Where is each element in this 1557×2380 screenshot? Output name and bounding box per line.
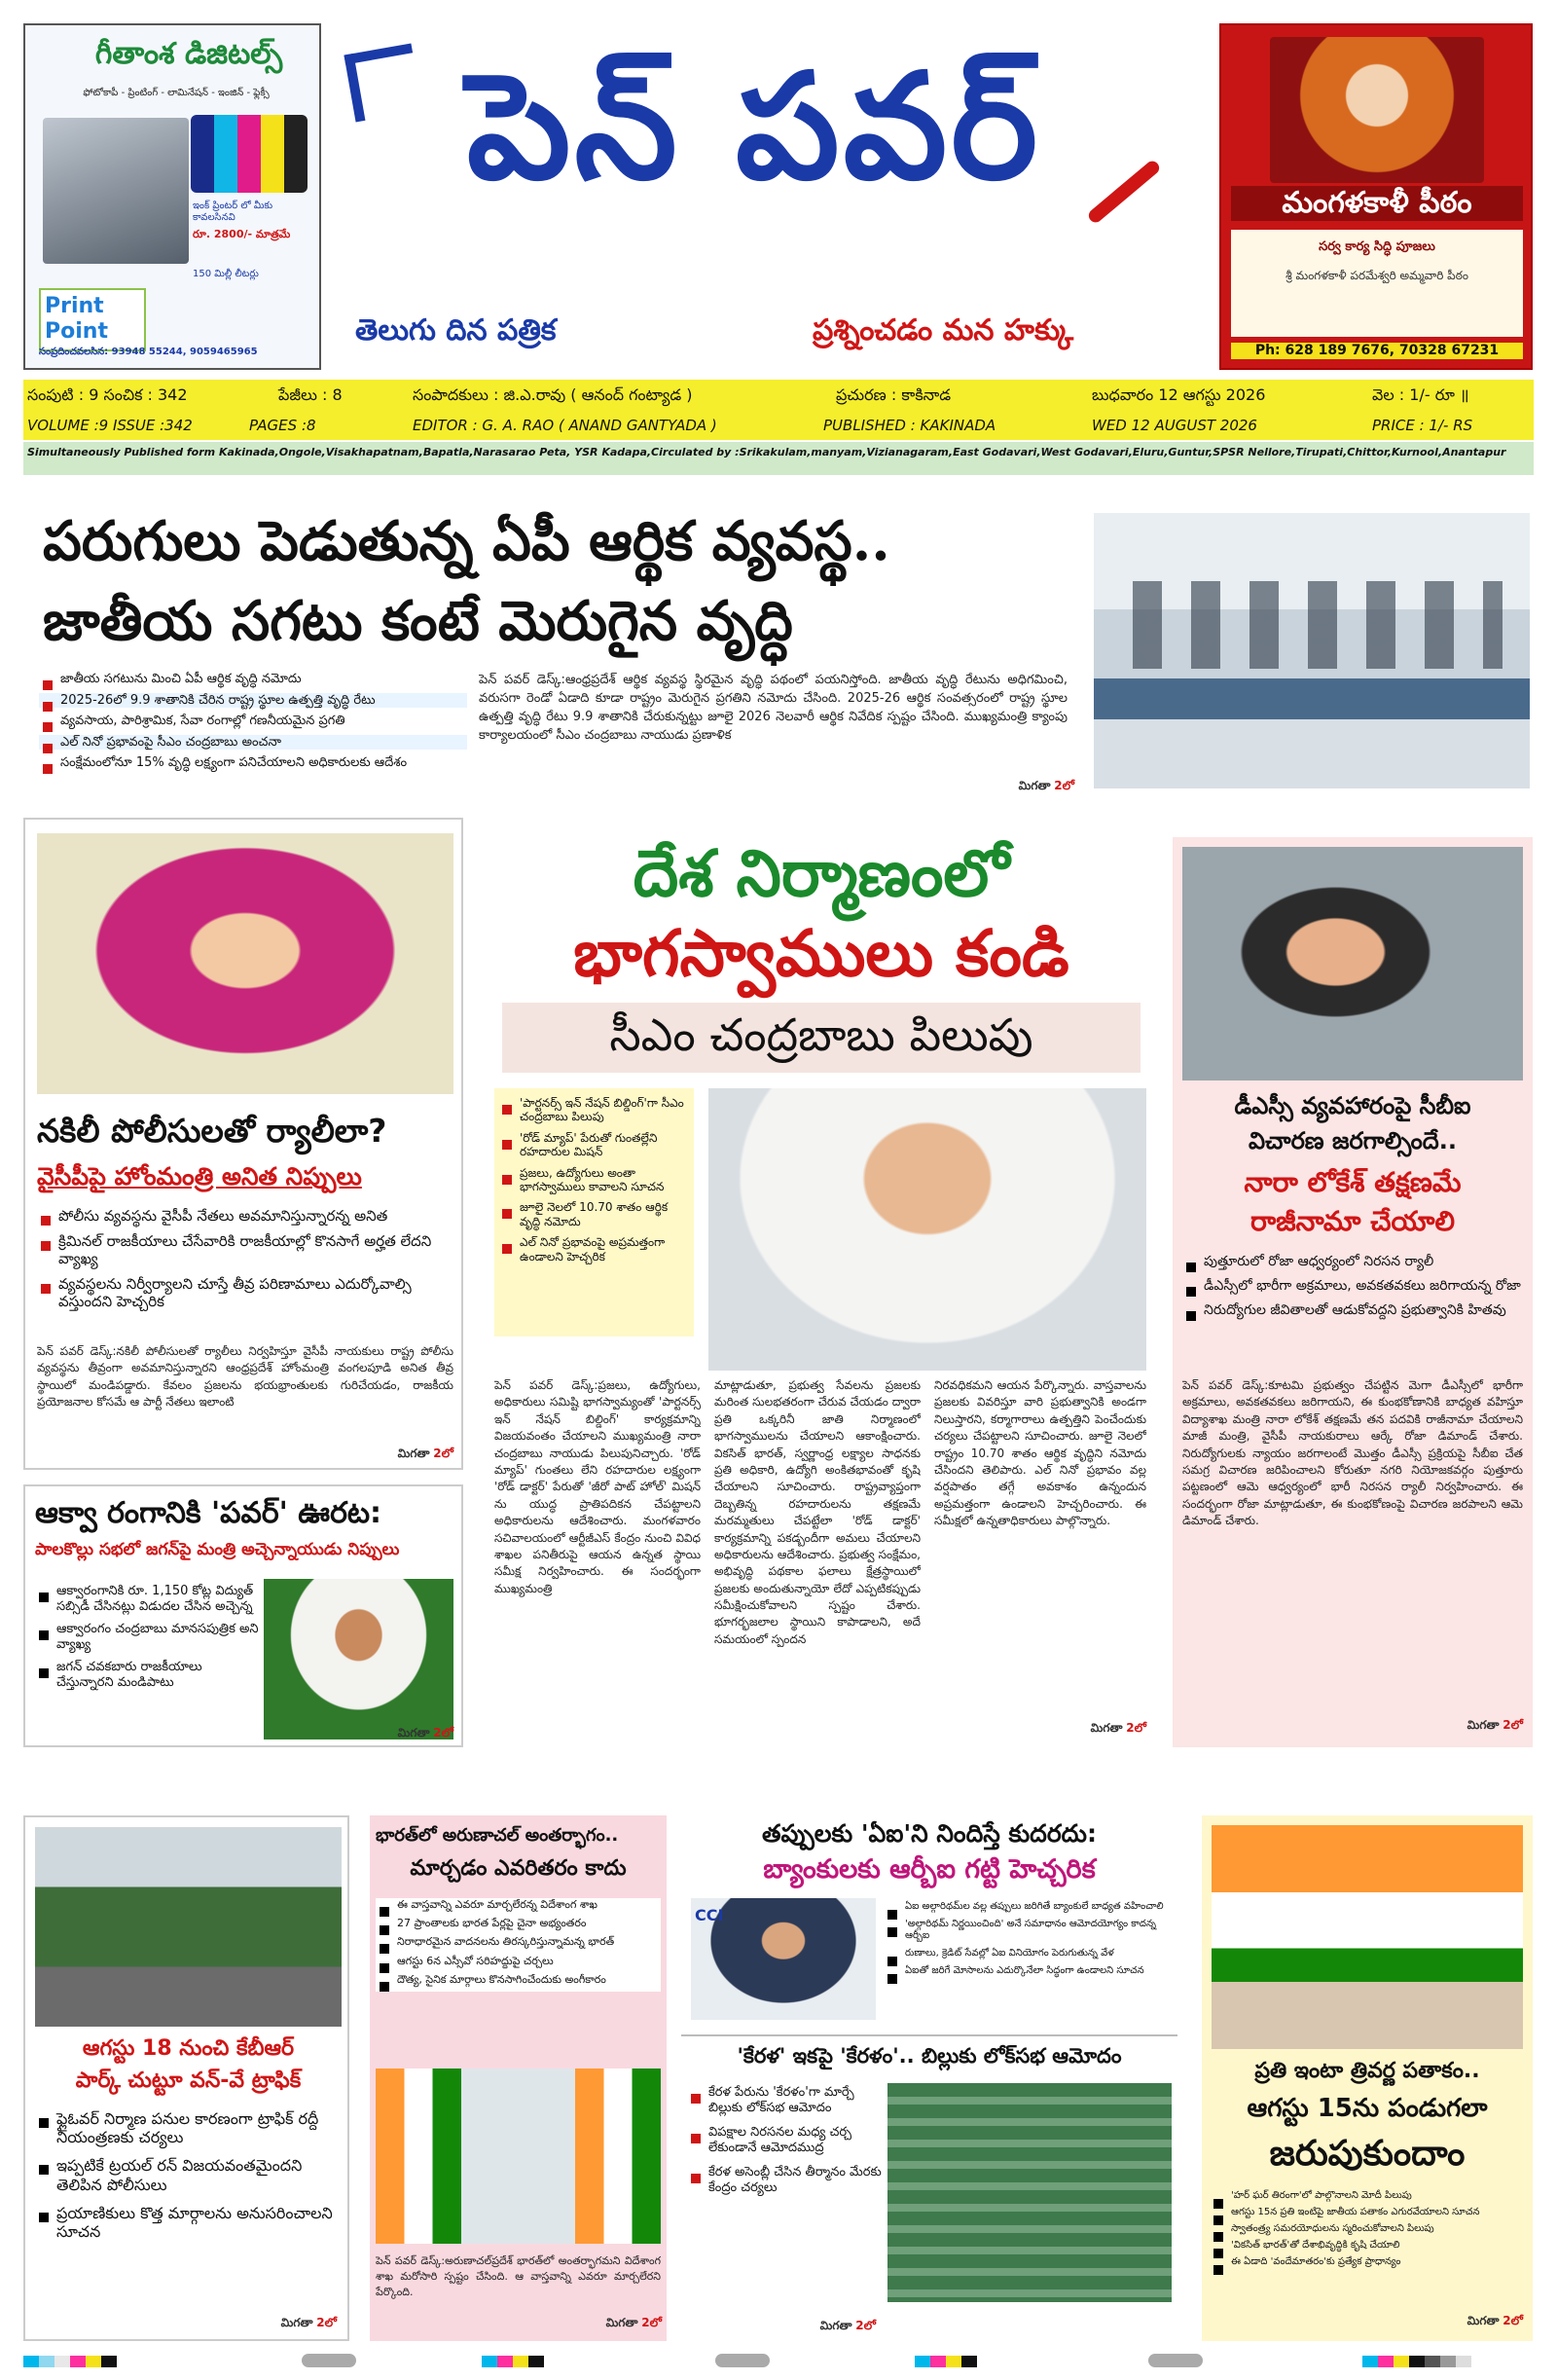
- anitha-photo: [37, 833, 453, 1094]
- lead-body: పెన్ పవర్ డెస్క్:ఆంధ్రప్రదేశ్ ఆర్థిక వ్యవస్థ స్థిరమైన వృద్ధి పథంలో పయనిస్తోంది. జాతీయ వృద్ధి రేటును అధిగమించి, వరుసగా రెండో ఏడాది కూడా రాష్ట్రం మెరుగైన ప్రగతిని నమోదు చేసింది. 2025-26 ఆర్థిక సంవత్సరంలో రాష్ట్ర స్థూల ఉత్పత్తి వృద్ధి రేటు 9.9 శాతానికి చేరుకున్నట్టు జూలై 2026 నెలవారీ ఆర్థిక నివేదిక స్పష్టం చేసింది. ముఖ్యమంత్రి క్యాంపు కార్యాలయంలో సీఎం చంద్రబాబు నాయుడు ప్రణాళిక: [479, 673, 1068, 743]
- achanna-bullet: ఆక్వారంగానికి రూ. 1,150 కోట్ల విద్యుత్ సబ్సిడీ చేసినట్లు విడుదల చేసిన అచ్చెన్న: [35, 1584, 259, 1614]
- ad-right-info: [1231, 230, 1523, 337]
- lead-headline-1: పరుగులు పెడుతున్న ఏపీ ఆర్థిక వ్యవస్థ..: [43, 509, 890, 573]
- lead-continued: మిగతా 2లో: [1018, 779, 1074, 792]
- cci-logo: CCI: [695, 1906, 724, 1924]
- center-bullet: ఎల్ నినో ప్రభావంపై అప్రమత్తంగా ఉండాలని హెచ్చరిక: [498, 1235, 690, 1263]
- ad-line1: ఇంక్ ప్రింటర్ లో మీకు కావలసినవి: [193, 201, 273, 223]
- price-en: PRICE : 1/- RS: [1372, 417, 1473, 434]
- roja-headline-2: విచారణ జరగాల్సిందే..: [1249, 1127, 1457, 1154]
- tiranga-bullet: 'హర్ ఘర్ తిరంగా'లో పాల్గొనాలని మోదీ పిలుపు: [1210, 2190, 1527, 2202]
- roja-continued: మిగతా 2లో: [1466, 1718, 1523, 1732]
- price-te: వెల : 1/- రూ ॥: [1372, 385, 1469, 404]
- tiranga-bullet: ఈ ఏడాది 'వందేమాతరం'కు ప్రత్యేక ప్రాధాన్యం: [1210, 2256, 1527, 2268]
- arunachal-story: [370, 1815, 667, 2341]
- achanna-subhead: పాలకొల్లు సభలో జగన్‌పై మంత్రి అచ్చెన్నాయుడు నిప్పులు: [35, 1540, 400, 1559]
- kerala-headline: 'కేరళ' ఇకపై 'కేరళం'.. బిల్లుకు లోక్‌సభ ఆమోదం: [737, 2044, 1122, 2068]
- roja-headline-1: డీఎస్సీ వ్యవహారంపై సీబీఐ: [1234, 1092, 1471, 1119]
- anitha-bullet: క్రిమినల్ రాజకీయాలు చేసేవారికి రాజకీయాల్లో కొనసాగే అర్హత లేదని వ్యాఖ్య: [37, 1232, 455, 1267]
- rbi-headline-2: బ్యాంకులకు ఆర్బీఐ గట్టి హెచ్చరిక: [763, 1854, 1096, 1885]
- lead-bullet: సంక్షేమంలోనూ 15% వృద్ధి లక్ష్యంగా పనిచేయాలని అధికారులకు ఆదేశం: [39, 755, 467, 771]
- lead-bullet: ఎల్ నినో ప్రభావంపై సీఎం చంద్రబాబు అంచనా: [39, 735, 467, 751]
- tiranga-bullet: 'వికసిత్ భారత్'తో దేశాభివృద్ధికి కృషి చేయాలి: [1210, 2240, 1527, 2252]
- arunachal-bullet: ఆగస్టు 6న ఎస్సీవో సరిహద్దుపై చర్చలు: [376, 1955, 661, 1967]
- rbi-governor-photo: [691, 1898, 876, 2020]
- ad-sub: ఫోటోకాపీ - ప్రింటింగ్ - లామినేషన్ - ఇంజిన్ - ఫ్లెక్సీ: [83, 88, 270, 98]
- right-advertisement[interactable]: [1219, 23, 1533, 370]
- published-te: ప్రచురణ : కాకినాడ: [836, 385, 952, 404]
- volume-issue-en: VOLUME :9 ISSUE :342: [27, 417, 193, 434]
- tagline-right: ప్రశ్నించడం మన హక్కు: [813, 313, 1074, 348]
- chandrababu-photo: [708, 1088, 1146, 1371]
- arunachal-headline-2: మార్చడం ఎవరితరం కాదు: [410, 1856, 627, 1881]
- ad-right-title: మంగళకాళీ పీఠం: [1231, 186, 1523, 221]
- center-story: [475, 818, 1168, 1747]
- ad-contact: సంప్రదించవలసిన: 93948 55244, 9059465965: [39, 347, 258, 357]
- kerala-bullet: కేరళ అసెంబ్లీ చేసిన తీర్మానం మేరకు కేంద్రం చర్యలు: [687, 2165, 882, 2195]
- registration-mark: [302, 2354, 356, 2367]
- tiranga-headline-3: జరుపుకుందాం: [1269, 2134, 1466, 2174]
- arunachal-body: పెన్ పవర్ డెస్క్:అరుణాచల్‌ప్రదేశ్ భారత్‌లో అంతర్భాగమని విదేశాంగ శాఖ మరోసారి స్పష్టం చేసింది. ఆ వాస్తవాన్ని ఎవరూ మార్చలేరని పేర్కొంది.: [376, 2254, 661, 2298]
- rbi-headline-1: తప్పులకు 'ఏఐ'ని నిందిస్తే కుదరదు:: [762, 1819, 1097, 1848]
- left-advertisement[interactable]: [23, 23, 321, 370]
- tagline-left: తెలుగు దిన పత్రిక: [355, 313, 557, 348]
- rbi-bullet: 'అల్గారిథమ్ నిర్ణయించింది' అనే సమాధానం ఆమోదయోగ్యం కాదన్న ఆర్బీఐ: [884, 1919, 1176, 1942]
- center-col-1: పెన్ పవర్ డెస్క్:ప్రజలు, ఉద్యోగులు, అధికారులు సమిష్టి భాగస్వామ్యంతో 'పార్టనర్స్ ఇన్ నేషన్ బిల్డింగ్' కార్యక్రమాన్ని విజయవంతం చేయాలని ముఖ్యమంత్రి నారా చంద్రబాబు నాయుడు పిలుపునిచ్చారు. 'రోడ్ మ్యాప్' గుంతలు లేని రహదారుల లక్ష్యంగా 'రోడ్ డాక్టర్' పేరుతో 'జీరో పాట్ హోల్' మిషన్ ను యుద్ధ ప్రాతిపదికన చేపట్టాలని అధికారులను ఆదేశించారు. మంగళవారం సచివాలయంలో ఆర్టీజీఎస్ కేంద్రం నుంచి వివిధ శాఖల పనితీరుపై ఆయన ఉన్నత స్థాయి సమీక్ష నిర్వహించారు. ఈ సందర్భంగా ముఖ్యమంత్రి: [494, 1378, 701, 1595]
- lead-bullet: 2025-26లో 9.9 శాతానికి చేరిన రాష్ట్ర స్థూల ఉత్పత్తి వృద్ధి రేటు: [39, 693, 467, 709]
- anitha-subhead: వైసీపీపై హోంమంత్రి అనిత నిప్పులు: [37, 1162, 362, 1190]
- masthead-logo: [326, 39, 1182, 321]
- center-bullet: 'రోడ్ మ్యాప్' పేరుతో గుంతల్లేని రహదారుల మిషన్: [498, 1131, 690, 1159]
- kbr-bullets: [35, 2109, 342, 2251]
- date-te: బుధవారం 12 ఆగస్టు 2026: [1092, 385, 1266, 404]
- roja-bullet: పుత్తూరులో రోజా ఆధ్వర్యంలో నిరసన ర్యాలీ: [1182, 1254, 1523, 1270]
- people-silhouettes: [1133, 581, 1503, 669]
- tiranga-bullets: [1210, 2190, 1527, 2273]
- registration-mark: [1148, 2354, 1203, 2367]
- rbi-bullet: రుణాలు, క్రెడిట్ సేవల్లో ఏఐ వినియోగం పెరుగుతున్న వేళ: [884, 1948, 1176, 1959]
- roja-body: పెన్ పవర్ డెస్క్:కూటమి ప్రభుత్వం చేపట్టిన మెగా డీఎస్సీలో భారీగా అక్రమాలు, అవకతవకలు జరిగాయని, ఈ కుంభకోణానికి బాధ్యత వహిస్తూ విద్యాశాఖ మంత్రి నారా లోకేశ్ తక్షణమే తన పదవికి రాజీనామా చేయాలని మాజీ మంత్రి, వైసీపీ నాయకురాలు ఆర్కే రోజా డిమాండ్ చేశారు. నిరుద్యోగులకు న్యాయం జరగాలంటే మొత్తం డీఎస్సీ ప్రక్రియపై సీబీఐ చేత సమగ్ర విచారణ జరిపించాలని కోరుతూ నగరి నియోజకవర్గం పుత్తూరు పట్టణంలో ఆమె ఆధ్వర్యంలో భారీ నిరసన ర్యాలీ నిర్వహించారు. ఈ సందర్భంగా రోజా మాట్లాడుతూ, ఈ కుంభకోణంపై విచారణ జరపాలని ఆమె డిమాండ్ చేశారు.: [1182, 1378, 1523, 1528]
- center-bullets: [494, 1088, 694, 1336]
- kbr-continued: మిగతా 2లో: [280, 2316, 337, 2329]
- anitha-body: పెన్ పవర్ డెస్క్:నకిలీ పోలీసులతో ర్యాలీలు నిర్వహిస్తూ వైసీపీ నాయకులు రాష్ట్ర పోలీసు వ్యవస్థను తీవ్రంగా అవమానిస్తున్నారని ఆంధ్రప్రదేశ్ హోంమంత్రి వంగలపూడి అనిత తీవ్ర స్థాయిలో మండిపడ్డారు. కేవలం ప్రజలను భయభ్రాంతులకు గురిచేయడం, రాజకీయ ప్రయోజనాల కోసమే ఆ పార్టీ నేతలు ఇలాంటి: [37, 1344, 453, 1410]
- ad-right-line1: సర్వ కార్య సిద్ధి పూజలు: [1319, 239, 1435, 254]
- rbi-bullets: [884, 1901, 1176, 1983]
- kbr-headline-2: పార్క్ చుట్టూ వన్-వే ట్రాఫిక్: [75, 2069, 302, 2093]
- printer-image: [43, 118, 189, 264]
- ad-right-line2: శ్రీ మంగళకాళీ పరమేశ్వరి అమ్మవారి పీఠం: [1285, 269, 1468, 282]
- achanna-story: [23, 1484, 463, 1747]
- kerala-bullets: [687, 2085, 882, 2206]
- center-subhead: సీఎం చంద్రబాబు పిలుపు: [502, 1003, 1141, 1073]
- color-calibration-strip-4: [1362, 2356, 1471, 2367]
- tiranga-continued: మిగతా 2లో: [1466, 2314, 1523, 2327]
- anitha-story: [23, 818, 463, 1470]
- ad-line3: 150 మిల్లీ లీటర్లు: [193, 269, 259, 279]
- lead-story: [23, 492, 1534, 803]
- kerala-story: [681, 2034, 1177, 2341]
- swamiji-photo: [1270, 37, 1484, 183]
- anitha-headline: నకిలీ పోలీసులతో ర్యాలీలా?: [37, 1112, 387, 1150]
- anitha-continued: మిగతా 2లో: [397, 1446, 453, 1460]
- color-calibration-strip-2: [482, 2356, 544, 2367]
- anitha-bullet: వ్యవస్థలను నిర్వీర్యాలని చూస్తే తీవ్ర పరిణామాలు ఎదుర్కోవాల్సి వస్తుందని హెచ్చరిక: [37, 1275, 455, 1310]
- modi-flags-photo: [1212, 1825, 1523, 2049]
- kbr-bullet: ఇప్పటికే ట్రయల్ రన్ విజయవంతమైందని తెలిపిన పోలీసులు: [35, 2156, 342, 2193]
- rbi-bullet: ఏఐతో జరిగే మోసాలను ఎదుర్కొనేలా సిద్ధంగా ఉండాలని సూచన: [884, 1965, 1176, 1977]
- roja-headline-4: రాజీనామా చేయాలి: [1249, 1205, 1456, 1237]
- achanna-bullets: [35, 1584, 259, 1699]
- arunachal-continued: మిగతా 2లో: [605, 2316, 662, 2329]
- center-bullet: జూలై నెలలో 10.70 శాతం ఆర్థిక వృద్ధి నమోదు: [498, 1200, 690, 1228]
- arunachal-bullet: దౌత్య, సైనిక మార్గాలు కొనసాగించేందుకు అంగీకారం: [376, 1973, 661, 1986]
- achanna-continued: మిగతా 2లో: [397, 1726, 453, 1739]
- arunachal-bullet: నిరాధారమైన వాదనలను తిరస్కరిస్తున్నామన్న భారత్: [376, 1935, 661, 1948]
- circulation-text: Simultaneously Published form Kakinada,Ongole,Visakhapatnam,Bapatla,Narasarao Peta, YSR Kadapa,Circulated by :Srikakulam,manyam,Vizianagaram,East Godavari,West Godavari,Eluru,Guntur,SPSR Nellore,Tirupati,Chittor,Kurnool,Anantapur: [27, 446, 1506, 458]
- ink-bottles-image: [191, 115, 308, 193]
- arunachal-spokesperson-photo: [376, 2069, 661, 2244]
- lead-meeting-photo: [1094, 513, 1530, 788]
- info-bar-telugu: [23, 380, 1534, 411]
- lead-bullet: జాతీయ సగటును మించి ఏపీ ఆర్థిక వృద్ధి నమోదు: [39, 672, 467, 687]
- color-calibration-strip-3: [915, 2356, 977, 2367]
- center-headline-2: భాగస్వాములు కండి: [573, 915, 1069, 991]
- masthead-title: పెన్ పవర్: [466, 41, 1042, 212]
- tiranga-story: [1202, 1815, 1533, 2341]
- center-continued: మిగతా 2లో: [1090, 1721, 1146, 1735]
- published-en: PUBLISHED : KAKINADA: [823, 417, 996, 434]
- arunachal-bullets: [376, 1898, 661, 1992]
- achanna-bullet: ఆక్వారంగం చంద్రబాబు మానసపుత్రిక అని వ్యాఖ్య: [35, 1622, 259, 1652]
- kerala-bullet: విపక్షాల నిరసనల మధ్య చర్చ లేకుండానే ఆమోదముద్ర: [687, 2125, 882, 2155]
- achanna-headline: ఆక్వా రంగానికి 'పవర్' ఊరట:: [35, 1496, 382, 1530]
- achanna-bullet: జగన్ చవకబారు రాజకీయాలు చేస్తున్నారని మండిపాటు: [35, 1660, 259, 1690]
- pen-nib-icon: [344, 43, 422, 122]
- tiranga-headline-1: ప్రతి ఇంటా త్రివర్ణ పతాకం..: [1254, 2059, 1480, 2083]
- tiranga-bullet: ఆగస్టు 15న ప్రతి ఇంటిపై జాతీయ పతాకం ఎగురవేయాలని సూచన: [1210, 2207, 1527, 2218]
- registration-mark: [715, 2354, 770, 2367]
- roja-bullets: [1182, 1254, 1523, 1326]
- arunachal-bullet: 27 ప్రాంతాలకు భారత పేర్లపై చైనా అభ్యంతరం: [376, 1917, 661, 1929]
- tiranga-bullet: స్వాతంత్ర్య సమరయోధులను స్మరించుకోవాలని పిలుపు: [1210, 2223, 1527, 2235]
- center-bullet: ప్రజలు, ఉద్యోగులు అంతా భాగస్వాములు కావాలని సూచన: [498, 1166, 690, 1194]
- kbr-headline-1: ఆగస్టు 18 నుంచి కేబీఆర్: [82, 2036, 295, 2061]
- center-headline-1: దేశ నిర్మాణంలో: [633, 835, 1010, 911]
- ad-brand: గీతాంశ డిజిటల్స్: [94, 37, 283, 71]
- roja-photo: [1182, 847, 1523, 1080]
- kbr-story: [23, 1815, 349, 2341]
- kerala-bullet: కేరళ పేరును 'కేరళం'గా మార్చే బిల్లుకు లోక్‌సభ ఆమోదం: [687, 2085, 882, 2115]
- tiranga-headline-2: ఆగస్టు 15ను పండుగలా: [1247, 2094, 1488, 2123]
- lead-bullet: వ్యవసాయ, పారిశ్రామిక, సేవా రంగాల్లో గణనీయమైన ప్రగతి: [39, 714, 467, 729]
- pages-en: PAGES :8: [249, 417, 316, 434]
- roja-bullet: డీఎస్సీలో భారీగా అక్రమాలు, అవకతవకలు జరిగాయన్న రోజా: [1182, 1278, 1523, 1295]
- rbi-story: [681, 1815, 1177, 2030]
- arunachal-headline-1: భారత్‌లో అరుణాచల్ అంతర్భాగం..: [376, 1825, 619, 1846]
- lok-sabha-photo: [887, 2083, 1172, 2302]
- rbi-bullet: ఏఐ అల్గారిథమ్‌ల వల్ల తప్పులు జరిగితే బ్యాంకులే బాధ్యత వహించాలి: [884, 1901, 1176, 1913]
- lead-bullets: [39, 672, 467, 777]
- roja-headline-3: నారా లోకేశ్ తక్షణమే: [1244, 1166, 1462, 1198]
- editor-te: సంపాదకులు : జి.ఎ.రావు ( ఆనంద్ గంట్యాడ ): [413, 385, 693, 404]
- roja-story: [1173, 837, 1533, 1747]
- roja-bullet: నిరుద్యోగుల జీవితాలతో ఆడుకోవద్దని ప్రభుత్వానికి హితవు: [1182, 1302, 1523, 1319]
- kbr-bullet: ప్రయాణికులు కొత్త మార్గాలను అనుసరించాలని సూచన: [35, 2204, 342, 2241]
- achanna-photo: [264, 1579, 453, 1739]
- anitha-bullets: [37, 1207, 455, 1318]
- pages-te: పేజీలు : 8: [278, 385, 343, 404]
- center-col-2: మాట్లాడుతూ, ప్రభుత్వ సేవలను ప్రజలకు మరింత సులభతరంగా చేరువ చేయడం ద్వారా ప్రతి ఒక్కరినీ జాతి నిర్మాణంలో భాగస్వాములను చేయాలని ఆకాంక్షించారు. వికసిత్ భారత్, స్వర్ణాంధ్ర లక్ష్యాల సాధనకు ప్రతి అధికారి, ఉద్యోగి అంకితభావంతో కృషి చేయాలని సూచించారు. రాష్ట్రవ్యాప్తంగా దెబ్బతిన్న రహదారులను తక్షణమే మరమ్మతులు చేపట్టేలా 'రోడ్ డాక్టర్' కార్యక్రమాన్ని పకడ్బందీగా అమలు చేయాలని అధికారులను ఆదేశించారు. ప్రభుత్వ సంక్షేమం, అభివృద్ధి పథకాల ఫలాలు క్షేత్రస్థాయిలో ప్రజలకు అందుతున్నాయో లేదో ఎప్పటికప్పుడు సమీక్షించుకోవాలని స్పష్టం చేశారు. భూగర్భజలాల స్థాయిని కాపాడాలని, అదే సమయంలో స్పందన: [714, 1378, 921, 1646]
- date-en: WED 12 AUGUST 2026: [1092, 417, 1257, 434]
- anitha-bullet: పోలీసు వ్యవస్థను వైసీపీ నేతలు అవమానిస్తున్నారన్న అనిత: [37, 1207, 455, 1225]
- center-col-3: నిరవధికమని ఆయన పేర్కొన్నారు. వాస్తవాలను ప్రజలకు వివరిస్తూ వారి ప్రభుత్వానికి అండగా నిలుస్తారని, కర్మాగారాలు ఉత్పత్తిని పెంచేందుకు చర్యలు చేపట్టాలని సూచించారు. జూలై నెలలో రాష్ట్రం 10.70 శాతం ఆర్థిక వృద్ధిని నమోదు చేసిందని తెలిపారు. ఎల్ నినో ప్రభావం వల్ల వర్షపాతం తగ్గే అవకాశం ఉన్నందున అప్రమత్తంగా ఉండాలని హెచ్చరించారు. ఈ సమీక్షలో ఉన్నతాధికారులు పాల్గొన్నారు.: [934, 1378, 1146, 1528]
- lead-headline-2: జాతీయ సగటు కంటే మెరుగైన వృద్ధి: [43, 589, 793, 653]
- kbr-bullet: ఫ్లైఓవర్ నిర్మాణ పనుల కారణంగా ట్రాఫిక్ రద్దీ నియంత్రణకు చర్యలు: [35, 2109, 342, 2146]
- editor-en: EDITOR : G. A. RAO ( ANAND GANTYADA ): [413, 417, 717, 434]
- ad-line2: రూ. 2800/- మాత్రమే: [193, 228, 291, 240]
- kerala-continued: మిగతా 2లో: [819, 2319, 876, 2332]
- ad-logo: Print Point: [39, 288, 146, 351]
- color-calibration-strip-1: [23, 2356, 117, 2367]
- ad-right-contact: Ph: 628 189 7676, 70328 67231: [1231, 343, 1523, 359]
- volume-issue-te: సంపుటి : 9 సంచిక : 342: [27, 385, 188, 404]
- info-bar-english: [23, 411, 1534, 440]
- kbr-peacock-photo: [35, 1827, 342, 2027]
- arunachal-bullet: ఈ వాస్తవాన్ని ఎవరూ మార్చలేరన్న విదేశాంగ శాఖ: [376, 1898, 661, 1911]
- circulation-bar: [23, 442, 1534, 475]
- center-bullet: 'పార్టనర్స్ ఇన్ నేషన్ బిల్డింగ్'గా సీఎం చంద్రబాబు పిలుపు: [498, 1096, 690, 1124]
